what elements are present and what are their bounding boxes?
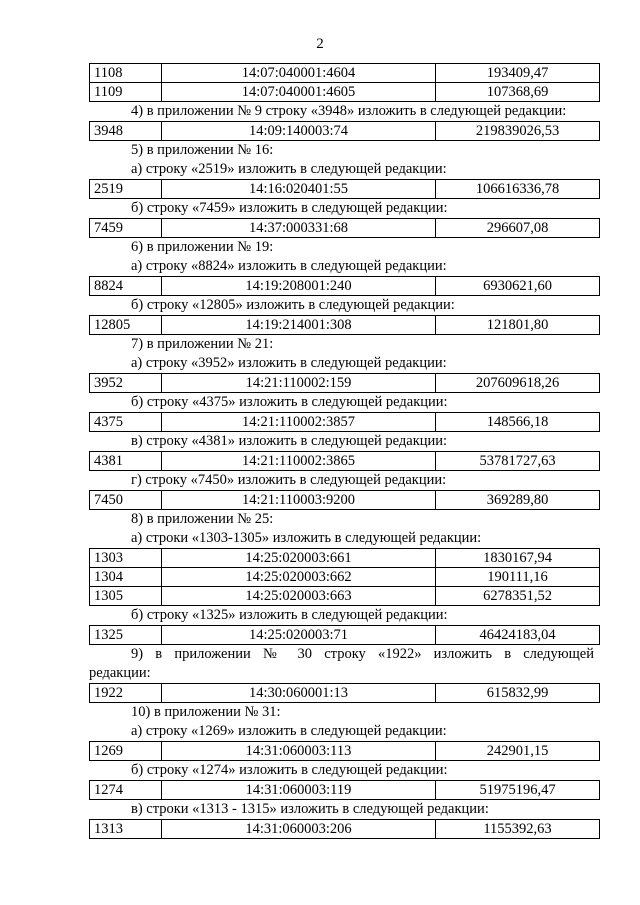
amendment-paragraph: а) строку «3952» изложить в следующей редакции: [131, 355, 447, 371]
amendment-table [89, 741, 600, 761]
cadastral-number-cell: 14:21:110002:159 [162, 374, 436, 393]
cadastral-number-cell: 14:31:060003:119 [162, 781, 436, 800]
value-cell: 53781727,63 [436, 452, 600, 471]
cadastral-number-cell: 14:16:020401:55 [162, 180, 436, 199]
value-cell: 6278351,52 [436, 587, 600, 606]
cadastral-number-cell: 14:07:040001:4605 [162, 83, 436, 102]
table-row [90, 83, 600, 102]
row-number-cell: 1108 [90, 64, 162, 83]
amendment-table [89, 683, 600, 703]
cadastral-number-cell: 14:19:208001:240 [162, 277, 436, 296]
table-row [90, 820, 600, 839]
document-body [89, 63, 594, 839]
amendment-table [89, 121, 600, 141]
amendment-paragraph: а) строки «1303-1305» изложить в следующей редакции: [131, 530, 482, 546]
amendment-table [89, 412, 600, 432]
row-number-cell: 1313 [90, 820, 162, 839]
value-cell: 148566,18 [436, 413, 600, 432]
table-row [90, 122, 600, 141]
row-number-cell: 1109 [90, 83, 162, 102]
amendment-paragraph: б) строку «12805» изложить в следующей редакции: [131, 297, 455, 313]
table-row [90, 491, 600, 510]
amendment-paragraph: а) строку «8824» изложить в следующей редакции: [131, 258, 447, 274]
value-cell: 190111,16 [436, 568, 600, 587]
table-row [90, 568, 600, 587]
cadastral-number-cell: 14:21:110003:9200 [162, 491, 436, 510]
value-cell: 121801,80 [436, 316, 600, 335]
amendment-table [89, 63, 600, 102]
row-number-cell: 8824 [90, 277, 162, 296]
cadastral-number-cell: 14:25:020003:662 [162, 568, 436, 587]
amendment-table [89, 179, 600, 199]
cadastral-number-cell: 14:07:040001:4604 [162, 64, 436, 83]
value-cell: 46424183,04 [436, 626, 600, 645]
cadastral-number-cell: 14:31:060003:206 [162, 820, 436, 839]
table-row [90, 219, 600, 238]
value-cell: 296607,08 [436, 219, 600, 238]
amendment-paragraph: 8) в приложении № 25: [131, 511, 274, 527]
row-number-cell: 12805 [90, 316, 162, 335]
value-cell: 207609618,26 [436, 374, 600, 393]
amendment-table [89, 276, 600, 296]
row-number-cell: 1274 [90, 781, 162, 800]
table-row [90, 781, 600, 800]
table-row [90, 316, 600, 335]
row-number-cell: 7459 [90, 219, 162, 238]
table-row [90, 452, 600, 471]
amendment-table [89, 218, 600, 238]
amendment-table [89, 548, 600, 606]
amendment-paragraph: а) строку «2519» изложить в следующей редакции: [131, 161, 447, 177]
table-row [90, 64, 600, 83]
amendment-paragraph: а) строку «1269» изложить в следующей редакции: [131, 723, 447, 739]
cadastral-number-cell: 14:19:214001:308 [162, 316, 436, 335]
row-number-cell: 1304 [90, 568, 162, 587]
row-number-cell: 1922 [90, 684, 162, 703]
amendment-table [89, 819, 600, 839]
value-cell: 107368,69 [436, 83, 600, 102]
amendment-paragraph: 10) в приложении № 31: [131, 704, 281, 720]
amendment-paragraph: 4) в приложении № 9 строку «3948» изложить в следующей редакции: [131, 103, 567, 119]
row-number-cell: 1305 [90, 587, 162, 606]
value-cell: 1155392,63 [436, 820, 600, 839]
table-row [90, 626, 600, 645]
amendment-paragraph: 6) в приложении № 19: [131, 239, 274, 255]
amendment-table [89, 780, 600, 800]
row-number-cell: 1269 [90, 742, 162, 761]
amendment-table [89, 625, 600, 645]
cadastral-number-cell: 14:21:110002:3865 [162, 452, 436, 471]
row-number-cell: 1325 [90, 626, 162, 645]
amendment-paragraph: б) строку «1274» изложить в следующей редакции: [131, 762, 448, 778]
row-number-cell: 2519 [90, 180, 162, 199]
cadastral-number-cell: 14:21:110002:3857 [162, 413, 436, 432]
value-cell: 242901,15 [436, 742, 600, 761]
cadastral-number-cell: 14:30:060001:13 [162, 684, 436, 703]
value-cell: 193409,47 [436, 64, 600, 83]
table-row [90, 742, 600, 761]
row-number-cell: 4375 [90, 413, 162, 432]
cadastral-number-cell: 14:09:140003:74 [162, 122, 436, 141]
value-cell: 369289,80 [436, 491, 600, 510]
cadastral-number-cell: 14:25:020003:71 [162, 626, 436, 645]
table-row [90, 277, 600, 296]
amendment-paragraph: редакции: [89, 665, 151, 681]
row-number-cell: 4381 [90, 452, 162, 471]
amendment-paragraph: 9) в приложении № 30 строку «1922» изложить в следующей [131, 646, 594, 662]
amendment-paragraph: б) строку «7459» изложить в следующей редакции: [131, 200, 448, 216]
value-cell: 1830167,94 [436, 549, 600, 568]
amendment-paragraph: б) строку «1325» изложить в следующей редакции: [131, 607, 448, 623]
amendment-paragraph: 5) в приложении № 16: [131, 142, 274, 158]
value-cell: 219839026,53 [436, 122, 600, 141]
value-cell: 106616336,78 [436, 180, 600, 199]
amendment-paragraph: в) строку «4381» изложить в следующей редакции: [131, 433, 448, 449]
row-number-cell: 3952 [90, 374, 162, 393]
amendment-paragraph: в) строки «1313 - 1315» изложить в следующей редакции: [131, 801, 489, 817]
amendment-paragraph: б) строку «4375» изложить в следующей редакции: [131, 394, 448, 410]
table-row [90, 587, 600, 606]
amendment-table [89, 490, 600, 510]
cadastral-number-cell: 14:31:060003:113 [162, 742, 436, 761]
table-row [90, 374, 600, 393]
amendment-paragraph: г) строку «7450» изложить в следующей редакции: [131, 472, 447, 488]
table-row [90, 413, 600, 432]
amendment-table [89, 451, 600, 471]
cadastral-number-cell: 14:25:020003:661 [162, 549, 436, 568]
table-row [90, 684, 600, 703]
table-row [90, 549, 600, 568]
amendment-table [89, 373, 600, 393]
cadastral-number-cell: 14:25:020003:663 [162, 587, 436, 606]
amendment-paragraph: 7) в приложении № 21: [131, 336, 274, 352]
value-cell: 6930621,60 [436, 277, 600, 296]
amendment-table [89, 315, 600, 335]
value-cell: 615832,99 [436, 684, 600, 703]
table-row [90, 180, 600, 199]
page-number: 2 [316, 36, 324, 52]
row-number-cell: 7450 [90, 491, 162, 510]
value-cell: 51975196,47 [436, 781, 600, 800]
cadastral-number-cell: 14:37:000331:68 [162, 219, 436, 238]
row-number-cell: 1303 [90, 549, 162, 568]
row-number-cell: 3948 [90, 122, 162, 141]
